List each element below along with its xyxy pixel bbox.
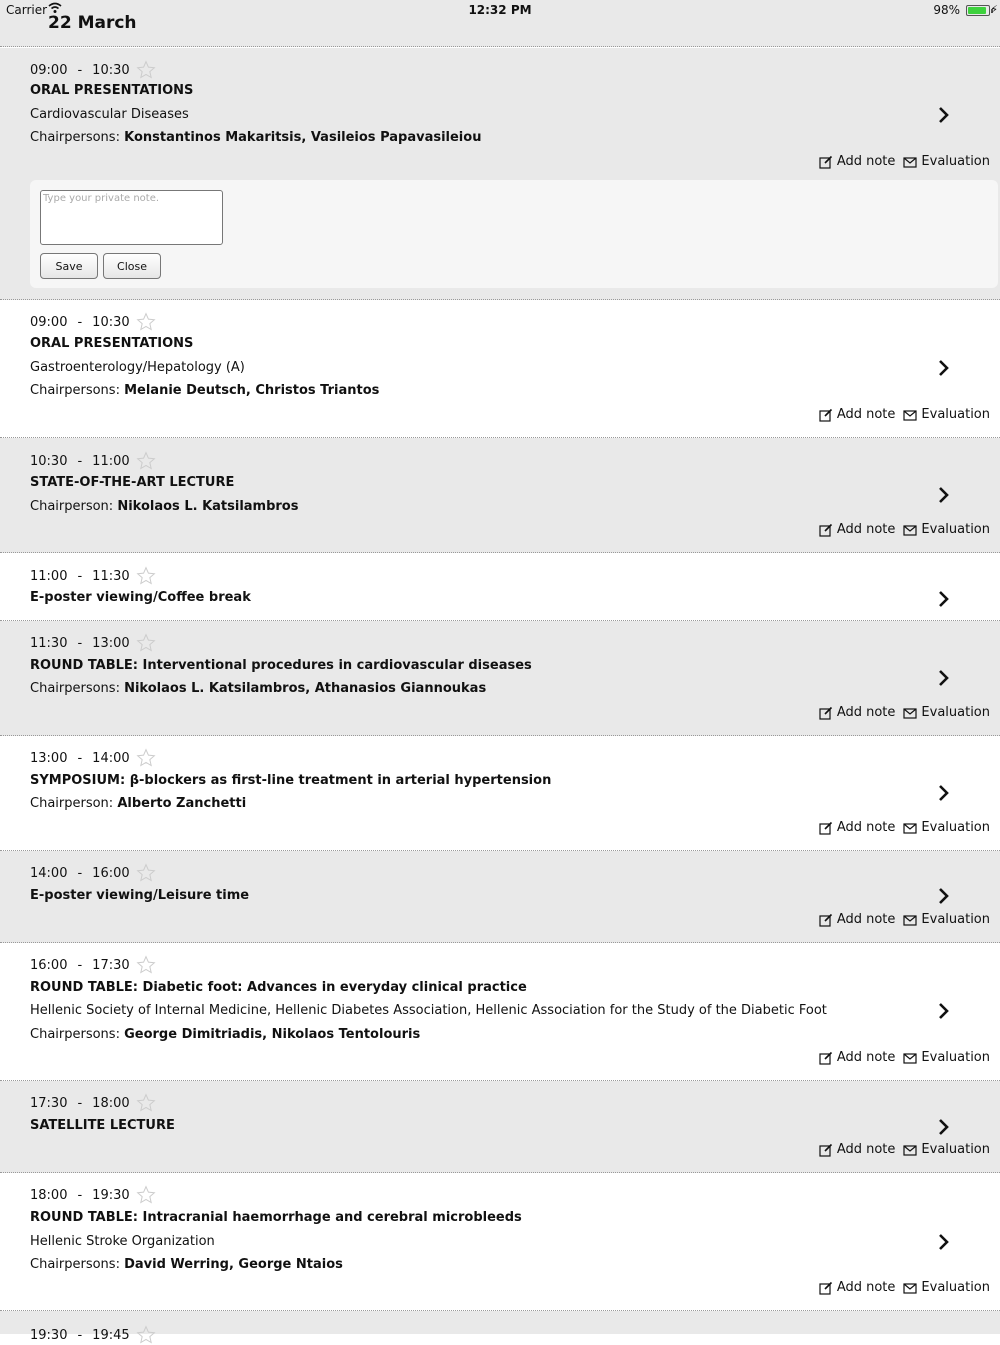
session-title: ROUND TABLE: Interventional procedures in cardiovascular diseases [30,658,532,673]
edit-icon [819,523,833,537]
chevron-right-icon[interactable] [937,1233,951,1251]
session-time: 11:00 - 11:30 [30,566,156,586]
chairs-label: Chairpersons: [30,130,120,145]
chevron-right-icon[interactable] [937,590,951,608]
chevron-right-icon[interactable] [937,486,951,504]
end-time: 10:30 [92,314,130,330]
chevron-right-icon[interactable] [937,1118,951,1136]
chevron-right-icon[interactable] [937,784,951,802]
session-time: 09:00 - 10:30 [30,312,156,332]
session-title: E-poster viewing/Coffee break [30,590,251,605]
end-time: 19:30 [92,1187,130,1203]
end-time: 14:00 [92,750,130,766]
session-title: ORAL PRESENTATIONS [30,336,194,351]
envelope-icon [903,1051,917,1065]
favorite-star-icon[interactable] [136,863,156,883]
evaluation-button[interactable]: Evaluation [903,705,990,720]
add-note-button[interactable]: Add note [819,820,896,835]
session-row[interactable] [0,300,1000,438]
session-row[interactable] [0,1081,1000,1173]
chairs-label: Chairpersons: [30,383,120,398]
session-chairs [30,681,486,696]
session-title: ORAL PRESENTATIONS [30,83,194,98]
chevron-right-icon[interactable] [937,887,951,905]
chairs-names: Konstantinos Makaritsis, Vasileios Papavasileiou [124,130,482,145]
session-title: STATE-OF-THE-ART LECTURE [30,475,235,490]
end-time: 17:30 [92,957,130,973]
session-time: 09:00 - 10:30 [30,60,156,80]
start-time: 10:30 [30,453,68,469]
envelope-icon [903,155,917,169]
evaluation-button[interactable]: Evaluation [903,1142,990,1157]
session-time: 16:00 - 17:30 [30,955,156,975]
chairs-names: Melanie Deutsch, Christos Triantos [124,383,380,398]
envelope-icon [903,408,917,422]
session-chairs [30,796,246,811]
status-time: 12:32 PM [468,3,532,17]
session-chairs [30,130,481,145]
carrier-label: Carrier [6,3,48,17]
session-subtitle: Hellenic Stroke Organization [30,1234,215,1249]
battery-icon [966,5,990,16]
envelope-icon [903,821,917,835]
evaluation-button[interactable]: Evaluation [903,1280,990,1295]
session-chairs [30,383,379,398]
add-note-button[interactable]: Add note [819,154,896,169]
evaluation-button[interactable]: Evaluation [903,522,990,537]
session-chairs [30,1257,343,1272]
chairs-names: Nikolaos L. Katsilambros [117,499,299,514]
edit-icon [819,706,833,720]
start-time: 09:00 [30,314,68,330]
end-time: 18:00 [92,1095,130,1111]
session-time: 13:00 - 14:00 [30,748,156,768]
chairs-names: Nikolaos L. Katsilambros, Athanasios Giannoukas [124,681,487,696]
note-panel [30,180,998,288]
session-chairs [30,499,298,514]
chevron-right-icon[interactable] [937,106,951,124]
favorite-star-icon[interactable] [136,451,156,471]
session-row[interactable] [0,553,1000,621]
start-time: 16:00 [30,957,68,973]
start-time: 17:30 [30,1095,68,1111]
favorite-star-icon[interactable] [136,955,156,975]
chairs-label: Chairpersons: [30,1027,120,1042]
end-time: 10:30 [92,62,130,78]
favorite-star-icon[interactable] [136,1093,156,1113]
start-time: 13:00 [30,750,68,766]
favorite-star-icon[interactable] [136,748,156,768]
chevron-right-icon[interactable] [937,669,951,687]
battery-percent: 98% [933,3,960,17]
session-row[interactable] [0,1311,1000,1343]
favorite-star-icon[interactable] [136,566,156,586]
evaluation-button[interactable]: Evaluation [903,407,990,422]
session-title: SATELLITE LECTURE [30,1118,175,1133]
session-title: ROUND TABLE: Diabetic foot: Advances in everyday clinical practice [30,980,527,995]
envelope-icon [903,523,917,537]
session-row[interactable] [0,621,1000,736]
favorite-star-icon[interactable] [136,1185,156,1205]
start-time: 11:00 [30,568,68,584]
chairs-label: Chairperson: [30,499,114,514]
session-title: SYMPOSIUM: β-blockers as first-line treatment in arterial hypertension [30,773,552,788]
start-time: 18:00 [30,1187,68,1203]
end-time: 11:30 [92,568,130,584]
session-subtitle: Cardiovascular Diseases [30,107,189,122]
session-row[interactable] [0,48,1000,300]
add-note-button[interactable]: Add note [819,522,896,537]
status-bar [0,0,1000,20]
evaluation-button[interactable]: Evaluation [903,912,990,927]
envelope-icon [903,913,917,927]
session-title: ROUND TABLE: Intracranial haemorrhage and cerebral microbleeds [30,1210,522,1225]
chairs-names: George Dimitriadis, Nikolaos Tentolouris [124,1027,421,1042]
session-time: 14:00 - 16:00 [30,863,156,883]
save-button[interactable]: Save [40,253,98,279]
edit-icon [819,821,833,835]
envelope-icon [903,1281,917,1295]
session-time: 19:30 - 19:45 [30,1325,156,1345]
session-row[interactable] [0,943,1000,1081]
evaluation-button[interactable]: Evaluation [903,1050,990,1065]
session-title: E-poster viewing/Leisure time [30,888,250,903]
edit-icon [819,155,833,169]
private-note-input[interactable] [40,190,223,245]
favorite-star-icon[interactable] [136,633,156,653]
evaluation-button[interactable]: Evaluation [903,820,990,835]
edit-icon [819,1051,833,1065]
add-note-button[interactable]: Add note [819,912,896,927]
session-chairs [30,1027,420,1042]
charging-icon: ⚡ [990,3,998,16]
session-row[interactable] [0,1173,1000,1311]
add-note-button[interactable]: Add note [819,1050,896,1065]
edit-icon [819,1143,833,1157]
session-time: 10:30 - 11:00 [30,451,156,471]
session-time: 18:00 - 19:30 [30,1185,156,1205]
envelope-icon [903,1143,917,1157]
session-time: 11:30 - 13:00 [30,633,156,653]
add-note-button[interactable]: Add note [819,407,896,422]
close-button[interactable]: Close [103,253,161,279]
end-time: 19:45 [92,1327,130,1343]
envelope-icon [903,706,917,720]
edit-icon [819,913,833,927]
end-time: 13:00 [92,635,130,651]
chairs-label: Chairperson: [30,796,114,811]
chairs-names: David Werring, George Ntaios [124,1257,343,1272]
edit-icon [819,408,833,422]
session-row[interactable] [0,736,1000,851]
chairs-label: Chairpersons: [30,1257,120,1272]
favorite-star-icon[interactable] [136,60,156,80]
add-note-button[interactable]: Add note [819,705,896,720]
chairs-label: Chairpersons: [30,681,120,696]
favorite-star-icon[interactable] [136,312,156,332]
session-row[interactable] [0,438,1000,553]
session-row[interactable] [0,851,1000,943]
start-time: 11:30 [30,635,68,651]
session-time: 17:30 - 18:00 [30,1093,156,1113]
add-note-button[interactable]: Add note [819,1142,896,1157]
add-note-button[interactable]: Add note [819,1280,896,1295]
end-time: 16:00 [92,865,130,881]
chevron-right-icon[interactable] [937,1002,951,1020]
chevron-right-icon[interactable] [937,359,951,377]
session-subtitle: Gastroenterology/Hepatology (A) [30,360,245,375]
start-time: 19:30 [30,1327,68,1343]
end-time: 11:00 [92,453,130,469]
session-subtitle: Hellenic Society of Internal Medicine, Hellenic Diabetes Association, Hellenic Association for the Study of the Diabetic Foot [30,1003,827,1018]
start-time: 09:00 [30,62,68,78]
favorite-star-icon[interactable] [136,1325,156,1345]
chairs-names: Alberto Zanchetti [117,796,247,811]
page-title: 22 March [48,13,137,33]
edit-icon [819,1281,833,1295]
start-time: 14:00 [30,865,68,881]
evaluation-button[interactable]: Evaluation [903,154,990,169]
